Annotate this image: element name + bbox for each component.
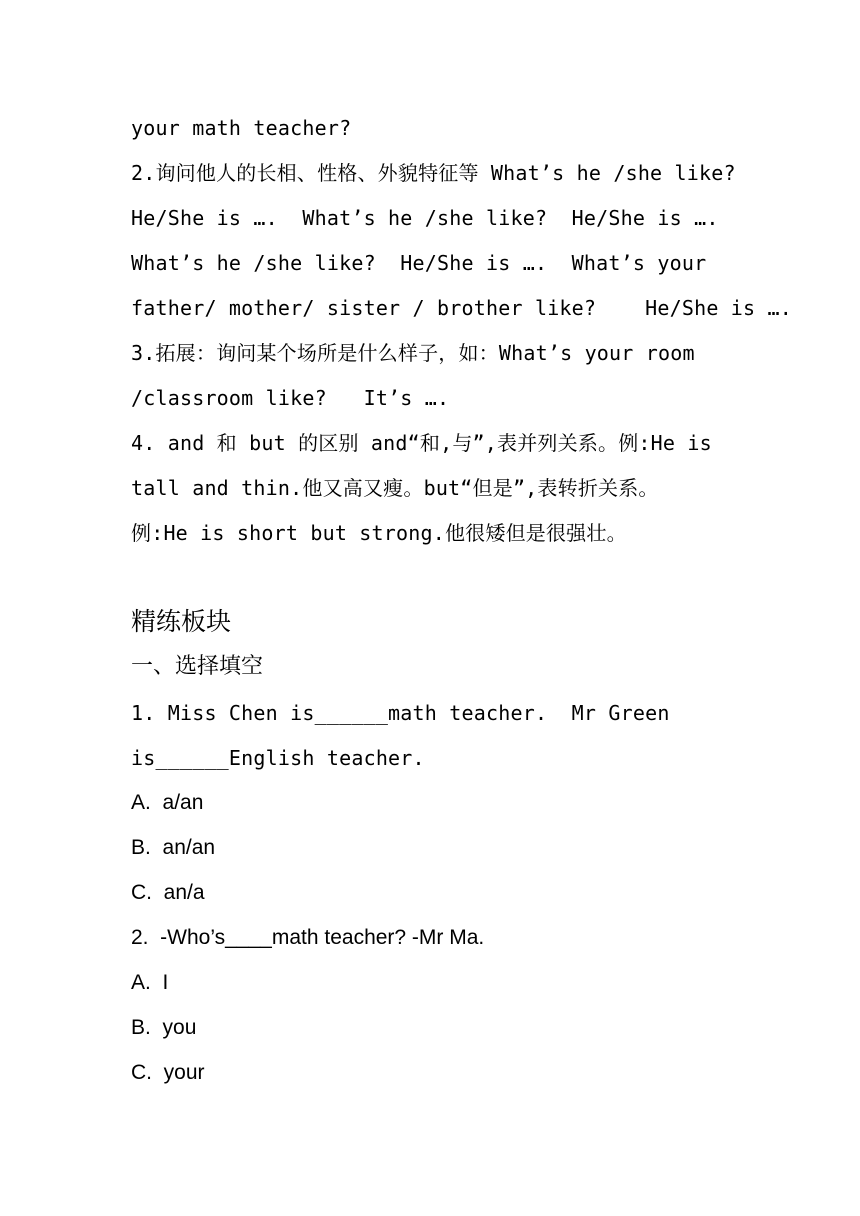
question-2-option-a: A. I xyxy=(131,971,169,994)
text-line-5: father/ mother/ sister / brother like? He/She is …. xyxy=(131,296,793,320)
text-line-4: What’s he /she like? He/She is …. What’s your xyxy=(131,251,707,275)
section-subtitle: 一、选择填空 xyxy=(131,654,264,679)
section-title: 精练板块 xyxy=(131,607,232,636)
question-1-option-a: A. a/an xyxy=(131,791,204,814)
text-line-2: 2.询问他人的长相、性格、外貌特征等 What’s he /she like? xyxy=(131,161,736,185)
question-2-option-b: B. you xyxy=(131,1016,197,1039)
question-1-option-c: C. an/a xyxy=(131,881,205,904)
question-1-stem-continued: is______English teacher. xyxy=(131,746,425,770)
question-1-stem: 1. Miss Chen is______math teacher. Mr Green xyxy=(131,701,670,725)
text-line-7: /classroom like? It’s …. xyxy=(131,386,450,410)
question-2-stem: 2. -Who’s____math teacher? -Mr Ma. xyxy=(131,926,485,949)
text-line-10: 例:He is short but strong.他很矮但是很强壮。 xyxy=(131,521,627,545)
question-1-option-b: B. an/an xyxy=(131,836,216,859)
text-line-8: 4. and 和 but 的区别 and“和,与”,表并列关系。例:He is xyxy=(131,431,712,455)
text-line-1: your math teacher? xyxy=(131,116,352,140)
text-line-6: 3.拓展：询问某个场所是什么样子，如：What’s your room xyxy=(131,341,695,365)
text-line-9: tall and thin.他又高又瘦。but“但是”,表转折关系。 xyxy=(131,476,659,500)
question-2-option-c: C. your xyxy=(131,1061,205,1084)
text-line-3: He/She is …. What’s he /she like? He/She is …. xyxy=(131,206,719,230)
